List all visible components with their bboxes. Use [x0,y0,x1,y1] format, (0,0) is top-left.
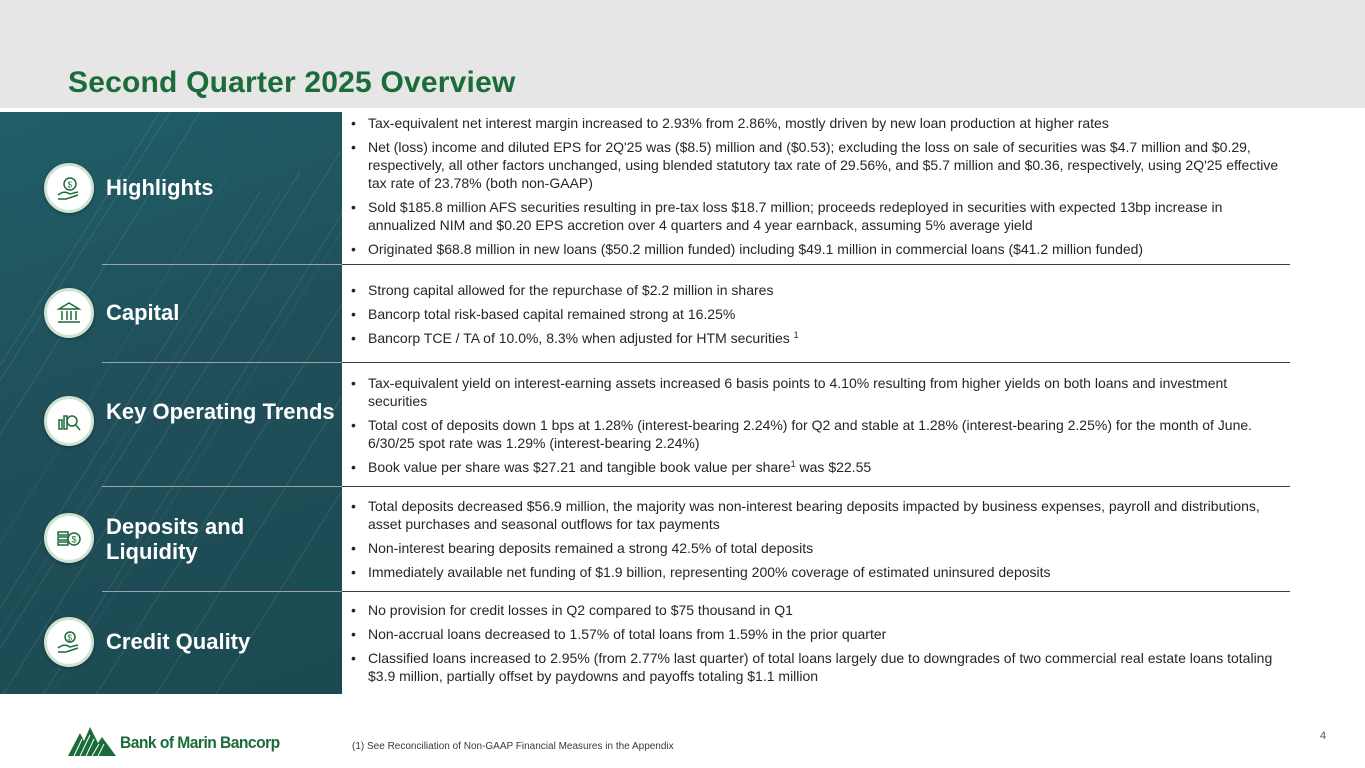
bullet-item: • Immediately available net funding of $1.9 billion, representing 200% coverage of estimated uninsured deposits [350,563,1290,581]
tree-mark-icon [68,719,120,757]
bullet-item: • Originated $68.8 million in new loans ($50.2 million funded) including $49.1 million in commercial loans ($41.2 million funded) [350,240,1290,258]
bullet-item: • Classified loans increased to 2.95% (from 2.77% last quarter) of total loans largely due to downgrades of two commercial real estate loans totaling $3.9 million, partially offset by paydowns and payoffs totaling $1.1 million [350,649,1290,685]
bullet-item: • Tax-equivalent net interest margin increased to 2.93% from 2.86%, mostly driven by new loan production at higher rates [350,114,1290,132]
bullet-item [350,458,1290,476]
bullet-item [350,329,1290,347]
section-label-highlights: Highlights [106,175,214,200]
panel-divider [102,362,342,363]
bullet-item: • Sold $185.8 million AFS securities resulting in pre-tax loss $18.7 million; proceeds redeployed in securities with expected 13bp increase in annualized NIM and $0.20 EPS accretion over 4 quarters and 4 year earnback, assuming 5% average yield [350,198,1290,234]
bullet-item: • Non-accrual loans decreased to 1.57% of total loans from 1.59% in the prior quarter [350,625,1290,643]
svg-text:$: $ [71,534,77,545]
page-title: Second Quarter 2025 Overview [68,66,516,99]
footnote: (1) See Reconciliation of Non-GAAP Financial Measures in the Appendix [352,741,674,752]
credit-quality-bullets [350,601,1290,691]
bullet-item: • Total cost of deposits down 1 bps at 1.28% (interest-bearing 2.24%) for Q2 and stable at 1.28% (interest-bearing 2.25%) for the month of June. 6/30/25 spot rate was 1.29% (interest-bearing 2.24%) [350,416,1290,452]
cash-stack-icon [44,513,94,563]
bank-logo [68,719,283,757]
content-divider [342,362,1290,363]
highlights-bullets [350,114,1290,264]
section-label-capital: Capital [106,300,180,325]
footnote-marker: 1 [793,330,799,340]
bullet-text: Bancorp TCE / TA of 10.0%, 8.3% when adjusted for HTM securities [368,330,790,346]
bullet-item: • Non-interest bearing deposits remained a strong 42.5% of total deposits [350,539,1290,557]
content-divider [342,264,1290,265]
money-hand-icon [44,163,94,213]
section-label-key-operating-trends: Key Operating Trends [106,399,335,424]
bullet-item: • Total deposits decreased $56.9 million, the majority was non-interest bearing deposits impacted by business expenses, payroll and distributions, asset purchases and seasonal outflows for tax payments [350,497,1290,533]
panel-divider [102,486,342,487]
deposits-liquidity-bullets [350,497,1290,587]
svg-text:$: $ [67,633,72,643]
panel-divider [102,264,342,265]
content-divider [342,591,1290,592]
bullet-text: was $22.55 [795,459,872,475]
bank-building-icon [44,288,94,338]
svg-text:$: $ [67,180,72,190]
bullet-item: • Strong capital allowed for the repurchase of $2.2 million in shares [350,281,1290,299]
bullet-item: • Tax-equivalent yield on interest-earning assets increased 6 basis points to 4.10% resulting from higher yields on both loans and investment securities [350,374,1290,410]
section-label-deposits-liquidity: Deposits and Liquidity [106,514,245,564]
logo-text: Bank of Marin Bancorp [120,733,280,752]
section-label-credit-quality: Credit Quality [106,629,251,654]
bullet-item: • Bancorp total risk-based capital remained strong at 16.25% [350,305,1290,323]
magnifier-chart-icon [44,396,94,446]
footnote-marker: 1 [790,459,796,469]
capital-bullets [350,281,1290,353]
panel-divider [102,591,342,592]
page-number: 4 [1320,730,1327,742]
bullet-item: • No provision for credit losses in Q2 compared to $75 thousand in Q1 [350,601,1290,619]
bullet-text: Book value per share was $27.21 and tangible book value per share [368,459,791,475]
hand-coin-icon [44,617,94,667]
content-divider [342,486,1290,487]
key-operating-trends-bullets [350,374,1290,482]
bullet-item: • Net (loss) income and diluted EPS for 2Q'25 was ($8.5) million and ($0.53); excluding the loss on sale of securities was $4.7 million and $0.29, respectively, all other factors unchanged, using blended statutory tax rate of 29.56%, and $5.7 million and $0.36, respectively, using 2Q'25 effective tax rate of 23.78% (both non-GAAP) [350,138,1290,192]
